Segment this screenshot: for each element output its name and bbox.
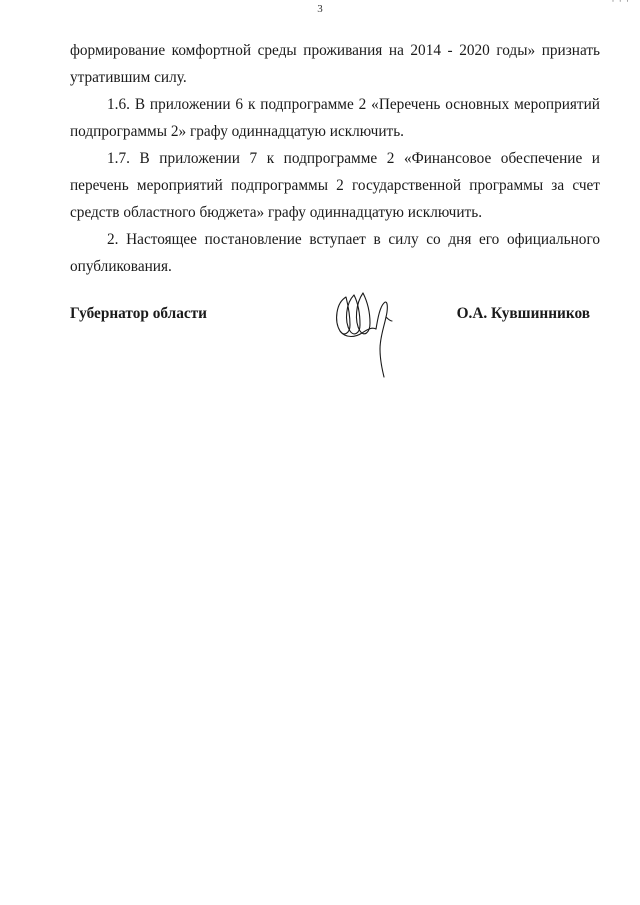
document-body <box>70 37 600 280</box>
handwritten-signature-icon <box>332 287 402 379</box>
paragraph-1-6: 1.6. В приложении 6 к подпрограмме 2 «Перечень основных мероприятий подпрограммы 2» графу одиннадцатую исключить. <box>70 96 600 140</box>
signatory-name: О.А. Кувшинников <box>456 305 590 322</box>
paragraph-continuation: формирование комфортной среды проживания на 2014 - 2020 годы» признать утратившим силу. <box>70 42 600 86</box>
corner-mark: · · · <box>611 0 630 6</box>
signature-block <box>70 305 600 395</box>
page-number: 3 <box>317 3 323 15</box>
paragraph-2: 2. Настоящее постановление вступает в силу со дня его официального опубликования. <box>70 231 600 275</box>
signatory-position: Губернатор области <box>70 305 207 322</box>
paragraph-1-7: 1.7. В приложении 7 к подпрограмме 2 «Финансовое обеспечение и перечень мероприятий подпрограммы 2 государственной программы за счет средств областного бюджета» графу одиннадцатую исключить. <box>70 150 600 221</box>
